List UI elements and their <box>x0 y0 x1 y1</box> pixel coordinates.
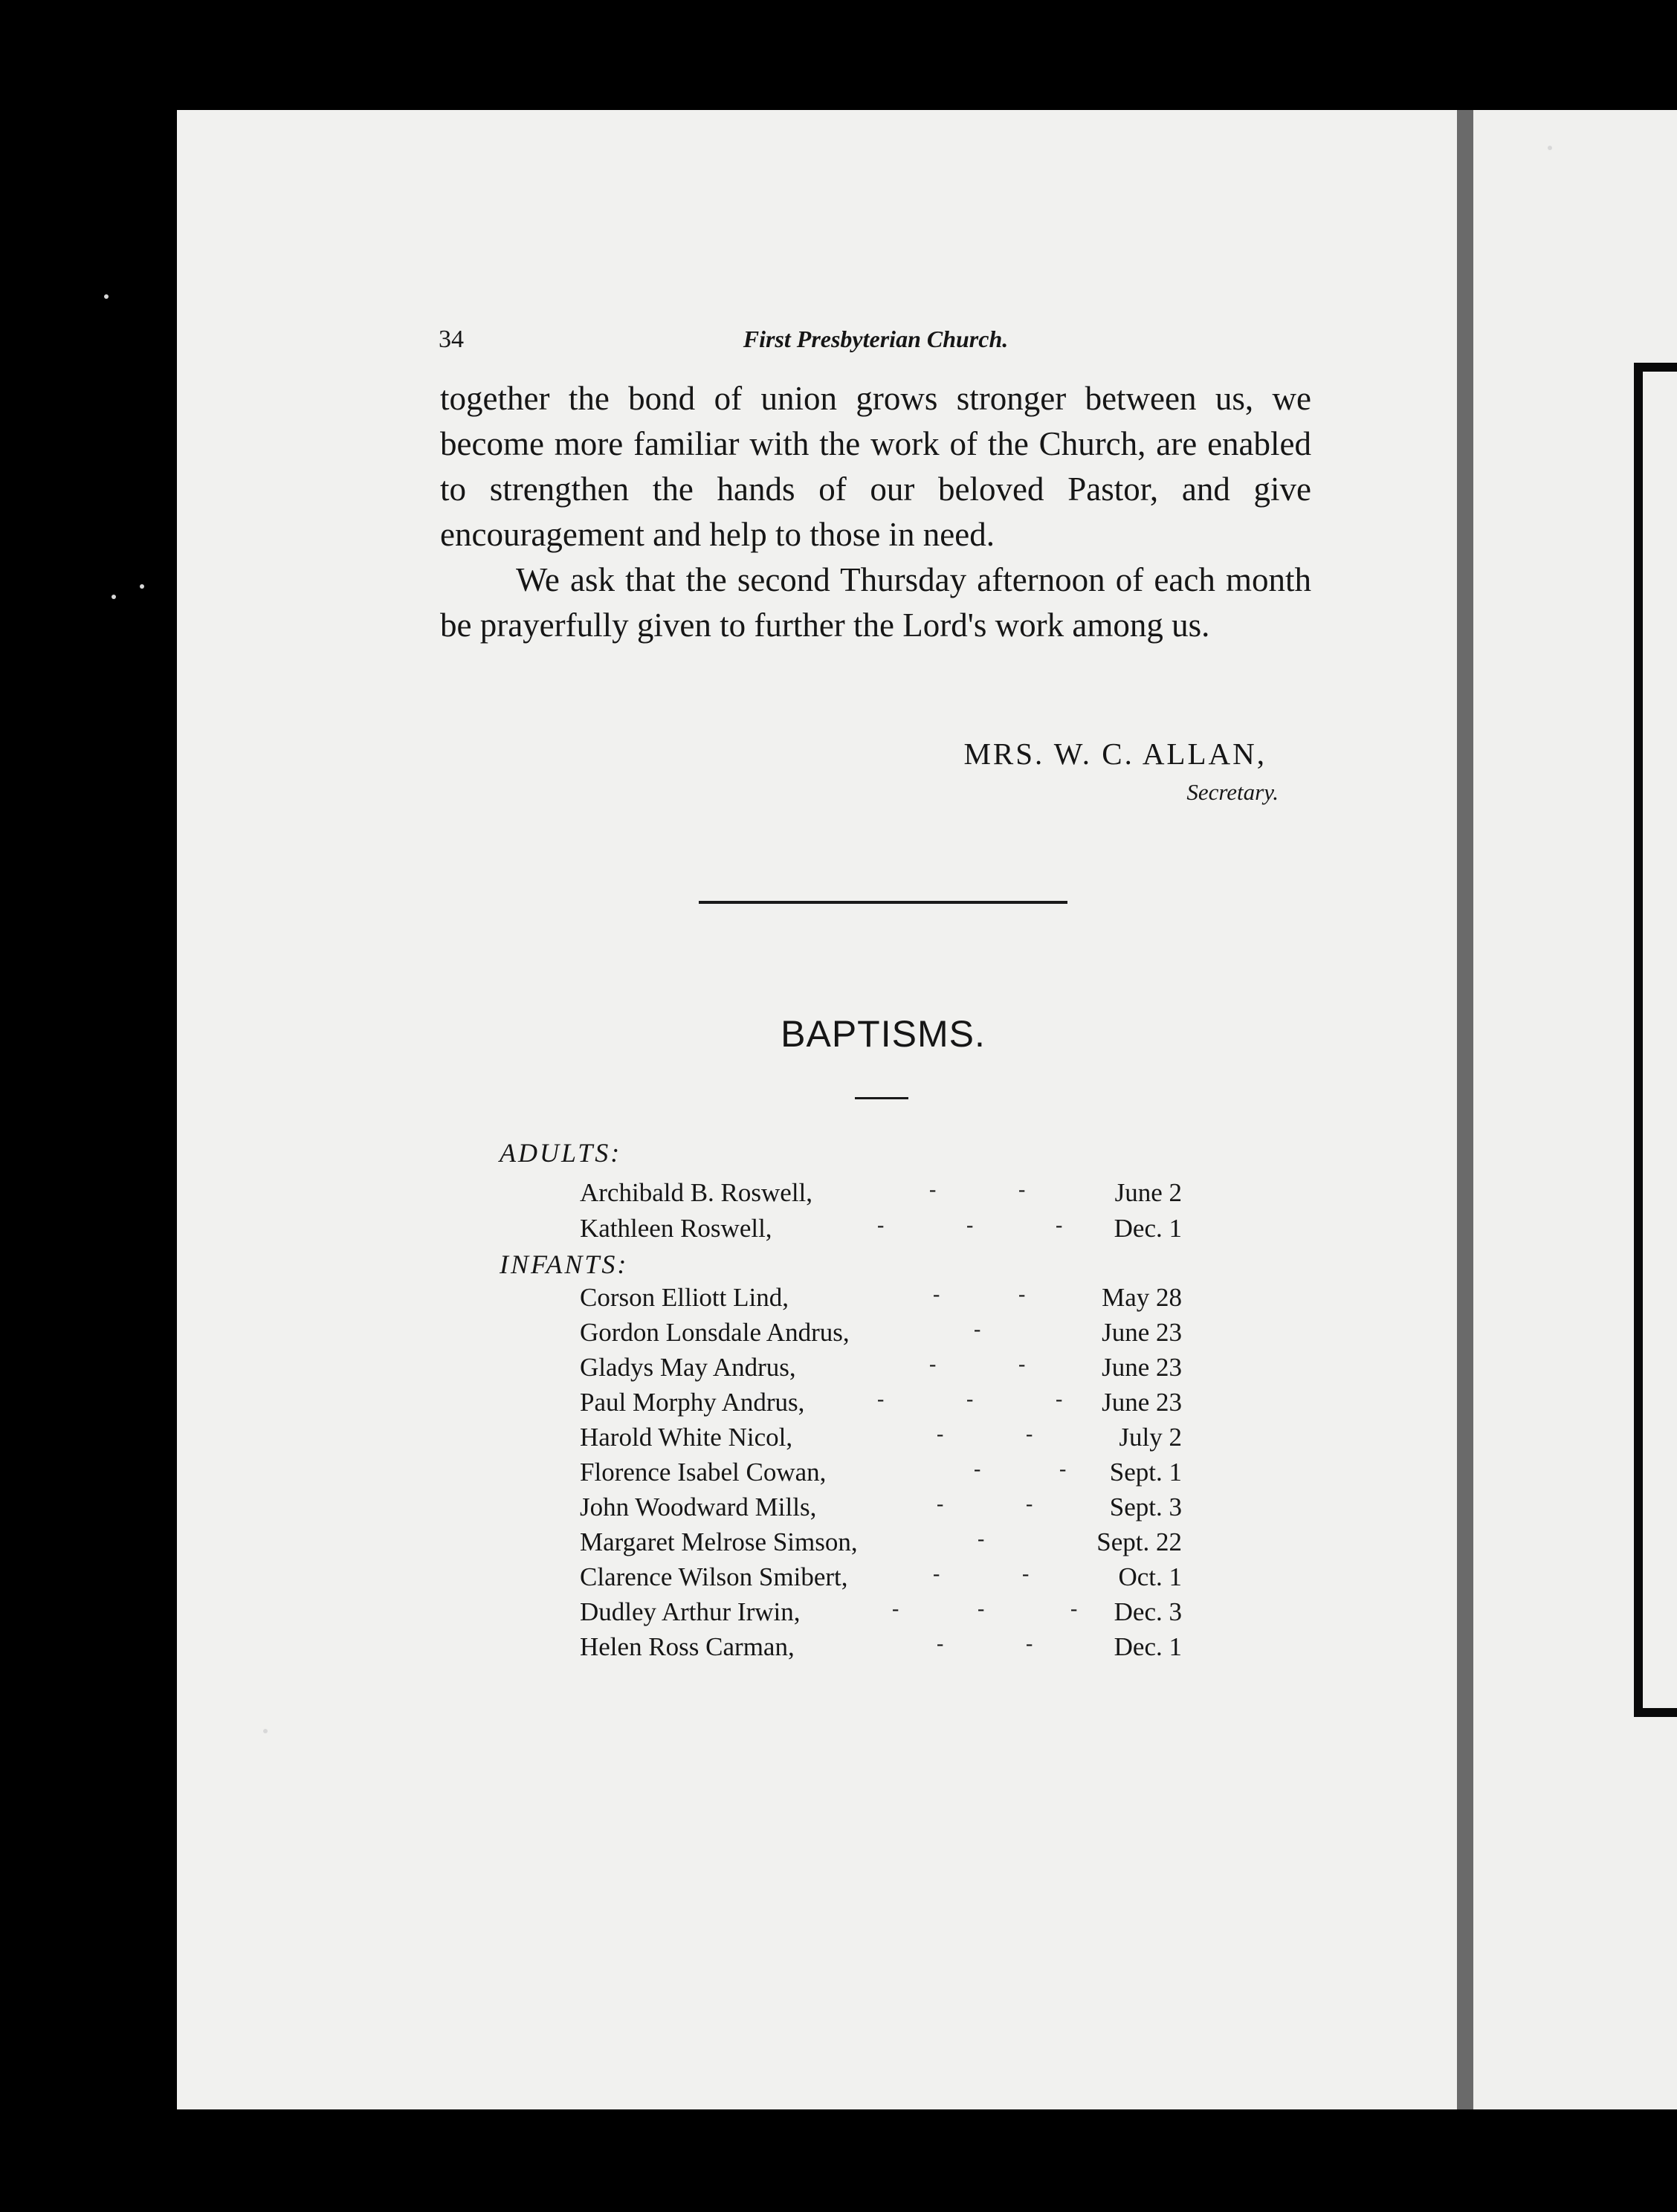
leader-dot: - <box>1018 1283 1026 1306</box>
infants-label: INFANTS: <box>500 1249 629 1279</box>
leader-dot: - <box>978 1527 985 1550</box>
baptism-date: June 23 <box>1102 1388 1182 1417</box>
scan-speck <box>104 294 109 299</box>
baptism-date: Sept. 1 <box>1109 1458 1182 1487</box>
leader-dot: - <box>933 1562 940 1585</box>
scan-speck <box>1548 146 1552 150</box>
leader-dot: - <box>877 1388 885 1411</box>
page-number: 34 <box>439 326 464 353</box>
baptism-date: June 2 <box>1114 1178 1182 1207</box>
baptism-date: Dec. 1 <box>1114 1214 1182 1243</box>
leader-dot: - <box>929 1178 937 1201</box>
leader-dot: - <box>978 1597 985 1620</box>
leader-dot: - <box>877 1214 885 1237</box>
list-item <box>580 1423 1182 1457</box>
facing-page-frame <box>1634 363 1677 1717</box>
leader-dot: - <box>1059 1458 1067 1481</box>
leader-dot: - <box>892 1597 899 1620</box>
baptism-date: Dec. 1 <box>1114 1632 1182 1661</box>
signature-role: Secretary. <box>1186 779 1279 805</box>
list-item <box>580 1493 1182 1527</box>
baptism-date: June 23 <box>1102 1353 1182 1382</box>
leader-dot: - <box>966 1388 974 1411</box>
list-item <box>580 1527 1182 1562</box>
baptism-date: Sept. 3 <box>1109 1493 1182 1521</box>
adults-label: ADULTS: <box>500 1138 622 1168</box>
baptism-date: Oct. 1 <box>1118 1562 1182 1591</box>
list-item <box>580 1632 1182 1666</box>
leader-dot: - <box>929 1353 937 1376</box>
leader-dot: - <box>937 1632 944 1655</box>
leader-dot: - <box>937 1493 944 1516</box>
baptism-date: July 2 <box>1119 1423 1182 1452</box>
baptism-date: May 28 <box>1102 1283 1182 1312</box>
list-item <box>580 1562 1182 1597</box>
leader-dot: - <box>966 1214 974 1237</box>
baptism-name: John Woodward Mills, <box>580 1493 817 1521</box>
heading-underline <box>855 1097 908 1099</box>
leader-dot: - <box>1026 1493 1033 1516</box>
baptism-name: Margaret Melrose Simson, <box>580 1527 858 1556</box>
list-item <box>580 1353 1182 1387</box>
leader-dot: - <box>1056 1214 1063 1237</box>
leader-dot: - <box>1022 1562 1030 1585</box>
body-text <box>440 376 1311 648</box>
list-item <box>580 1458 1182 1492</box>
scan-speck <box>263 1729 268 1733</box>
baptism-name: Kathleen Roswell, <box>580 1214 772 1243</box>
leader-dot: - <box>1056 1388 1063 1411</box>
running-title: First Presbyterian Church. <box>743 326 1009 352</box>
book-gutter <box>1457 110 1473 2109</box>
baptism-date: June 23 <box>1102 1318 1182 1347</box>
leader-dot: - <box>974 1458 981 1481</box>
baptism-name: Dudley Arthur Irwin, <box>580 1597 801 1626</box>
baptism-name: Florence Isabel Cowan, <box>580 1458 827 1487</box>
leader-dot: - <box>1026 1423 1033 1446</box>
list-item <box>580 1597 1182 1631</box>
leader-dot: - <box>1018 1178 1026 1201</box>
leader-dot: - <box>933 1283 940 1306</box>
list-item <box>580 1214 1182 1248</box>
page-header <box>439 326 1313 363</box>
section-divider <box>699 901 1067 904</box>
leader-dot: - <box>937 1423 944 1446</box>
list-item <box>580 1283 1182 1317</box>
list-item <box>580 1178 1182 1212</box>
leader-dot: - <box>974 1318 981 1341</box>
baptism-name: Paul Morphy Andrus, <box>580 1388 805 1417</box>
baptism-date: Dec. 3 <box>1114 1597 1182 1626</box>
list-item <box>580 1388 1182 1422</box>
leader-dot: - <box>1018 1353 1026 1376</box>
scan-speck <box>140 584 144 589</box>
baptism-name: Helen Ross Carman, <box>580 1632 795 1661</box>
signature-name: MRS. W. C. ALLAN, <box>963 737 1267 771</box>
baptism-name: Gordon Lonsdale Andrus, <box>580 1318 850 1347</box>
leader-dot: - <box>1070 1597 1078 1620</box>
baptism-date: Sept. 22 <box>1096 1527 1182 1556</box>
leader-dot: - <box>1026 1632 1033 1655</box>
section-heading: BAPTISMS. <box>781 1013 986 1055</box>
baptism-name: Harold White Nicol, <box>580 1423 793 1452</box>
scan-speck <box>112 595 116 599</box>
paragraph: We ask that the second Thursday afternoon of each month be prayerfully given to further the Lord's work among us. <box>440 561 1311 644</box>
paragraph: together the bond of union grows stronger between us, we become more familiar with the work of the Church, are enabled to strengthen the hands of our beloved Pastor, and give encouragement and help to those in need. <box>440 380 1311 553</box>
baptism-name: Gladys May Andrus, <box>580 1353 796 1382</box>
list-item <box>580 1318 1182 1352</box>
baptism-name: Clarence Wilson Smibert, <box>580 1562 848 1591</box>
baptism-name: Corson Elliott Lind, <box>580 1283 789 1312</box>
baptism-name: Archibald B. Roswell, <box>580 1178 813 1207</box>
